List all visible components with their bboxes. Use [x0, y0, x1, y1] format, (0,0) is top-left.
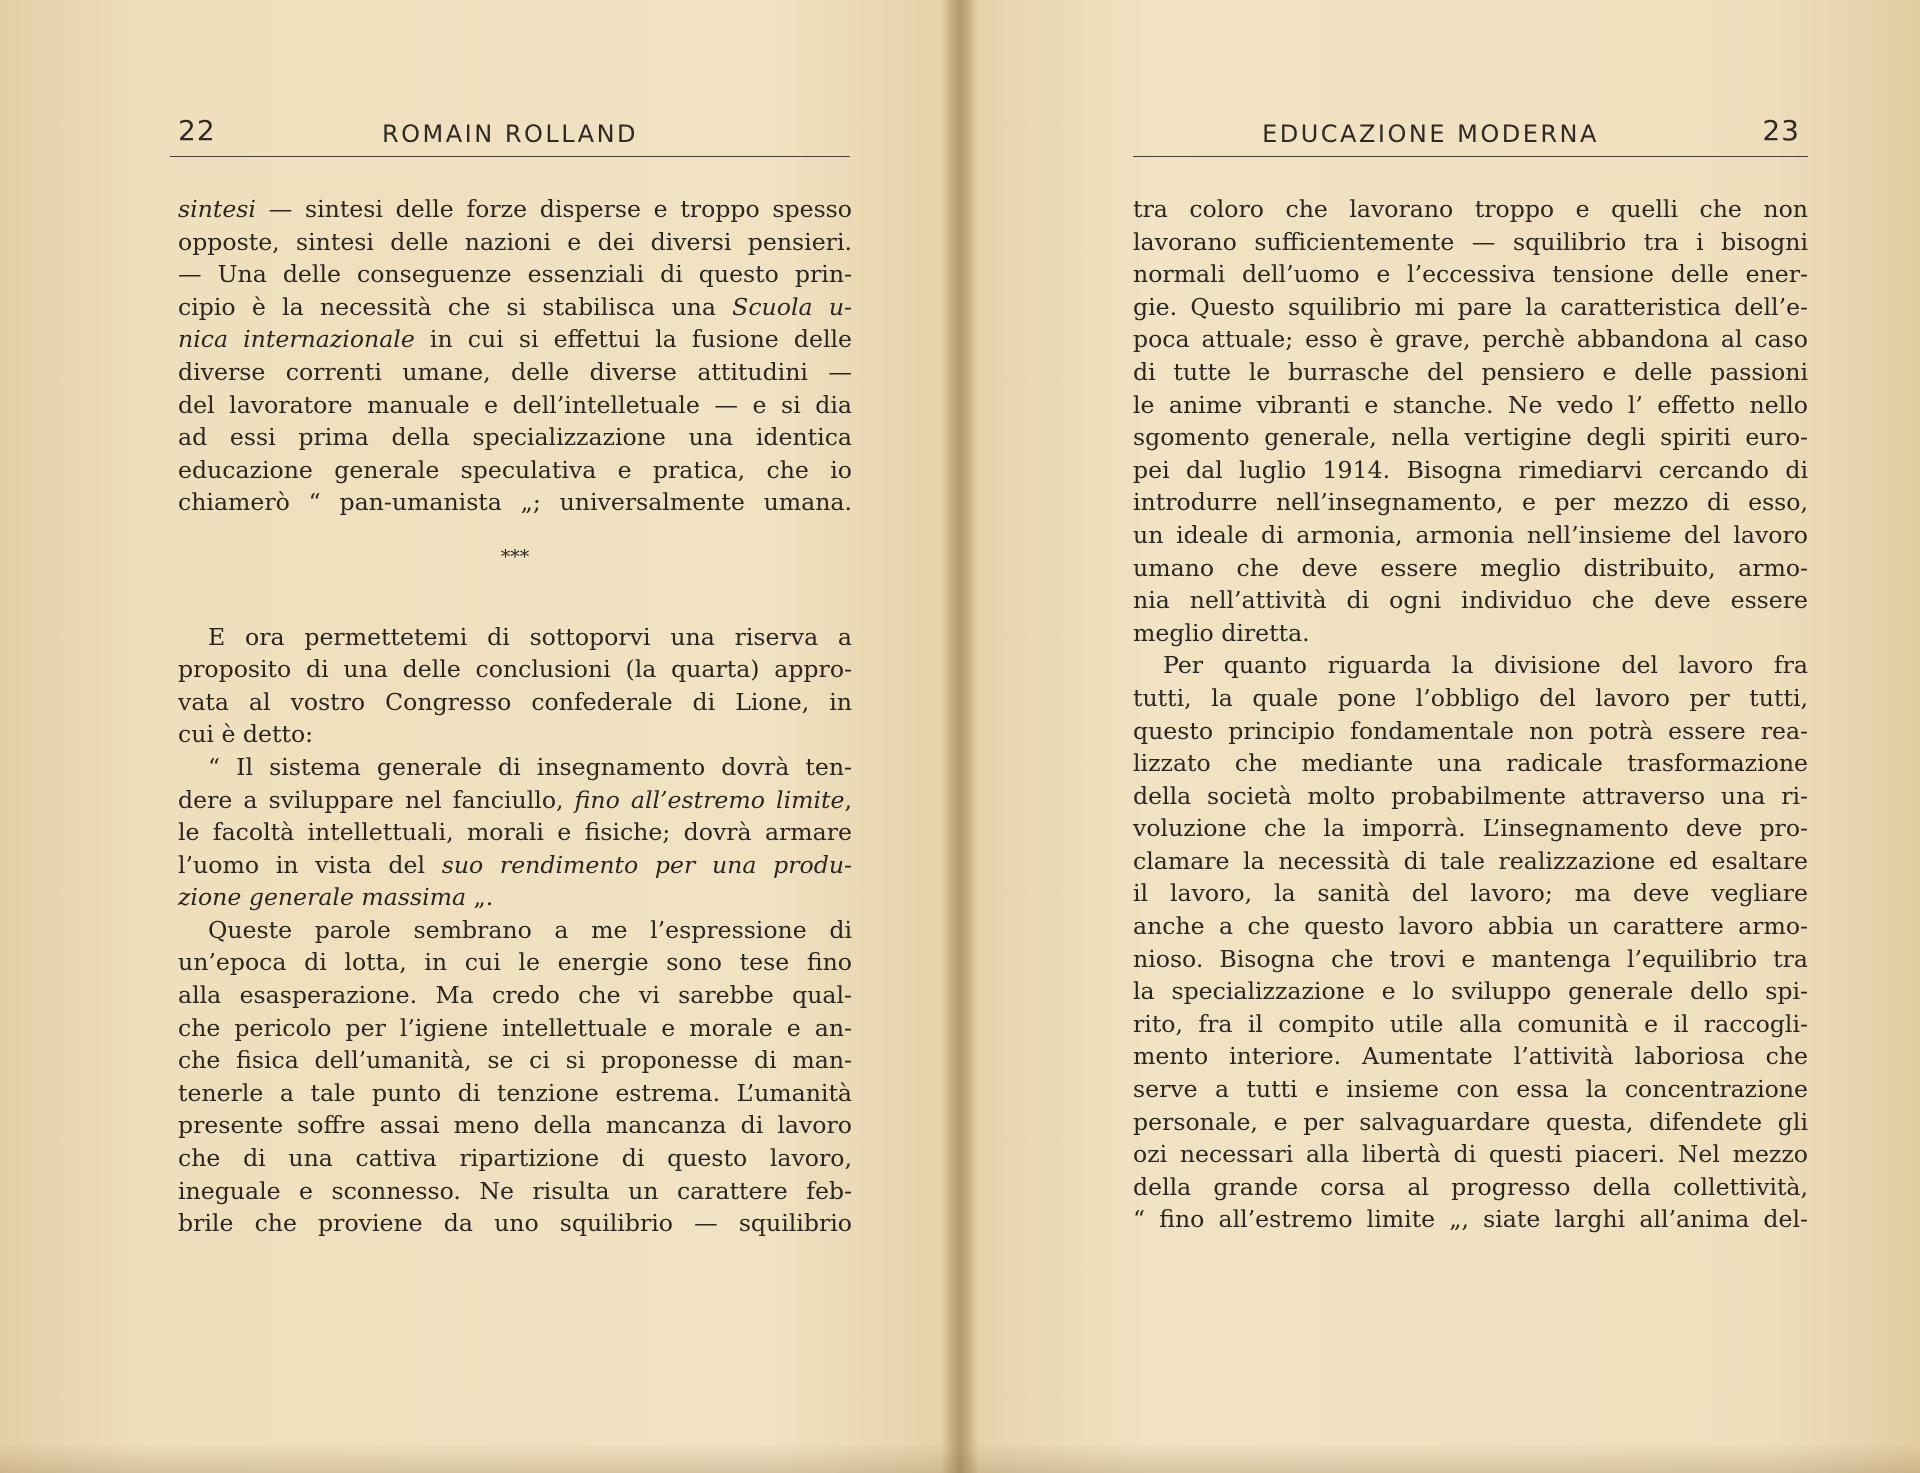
text-segment: tenerle a tale punto di tenzione estrema. L’umanità [178, 1078, 852, 1107]
right-page [960, 0, 1920, 1473]
text-line [1133, 226, 1808, 259]
text-line [1133, 747, 1808, 780]
text-segment: il lavoro, la sanità del lavoro; ma deve vegliare [1133, 879, 1808, 908]
text-segment: che pericolo per l’igiene intellettuale e morale e an- [178, 1013, 852, 1042]
text-line [1133, 258, 1808, 291]
italic-text: sintesi [178, 195, 256, 223]
text-line [178, 686, 852, 719]
text-line [178, 1207, 852, 1240]
text-segment: cui è detto: [178, 720, 314, 749]
text-segment: presente soffre assai meno della mancanza di lavoro [178, 1111, 852, 1140]
text-line [1133, 584, 1808, 617]
left-paragraph-2 [178, 621, 852, 1240]
italic-text: zione generale massima [178, 883, 467, 912]
text-line [1133, 519, 1808, 552]
text-segment: — sintesi delle forze disperse e troppo spesso [255, 195, 852, 223]
text-segment: questo principio fondamentale non potrà essere rea- [1133, 716, 1808, 745]
text-line [1133, 780, 1808, 813]
text-line [1133, 421, 1808, 454]
text-segment: vata al vostro Congresso confederale di Lione, in [178, 687, 852, 716]
right-running-head: EDUCAZIONE MODERNA [1262, 120, 1599, 148]
text-line [178, 291, 852, 324]
text-line [178, 1077, 852, 1110]
text-line [1133, 1040, 1808, 1073]
text-line [178, 258, 852, 291]
text-line [178, 486, 852, 519]
left-running-head: ROMAIN ROLLAND [381, 120, 639, 148]
text-line [178, 653, 852, 686]
text-segment: “ fino all’estremo limite „, siate larghi all’anima del- [1133, 1205, 1808, 1234]
text-segment: le facoltà intellettuali, morali e fisiche; dovrà armare [178, 818, 852, 847]
text-line [178, 979, 852, 1012]
text-segment: nia nell’attività di ogni individuo che deve essere [1133, 586, 1808, 615]
text-line [178, 751, 852, 784]
text-line [1133, 975, 1808, 1008]
left-paragraph-1 [178, 193, 852, 519]
text-segment: pei dal luglio 1914. Bisogna rimediarvi cercando di [1133, 455, 1808, 484]
text-line [1133, 1073, 1808, 1106]
italic-text: suo rendimento per una produ- [441, 850, 852, 879]
text-segment: normali dell’uomo e l’eccessiva tensione delle ener- [1133, 260, 1808, 289]
right-page-body [1133, 193, 1808, 1236]
text-segment: educazione generale speculativa e pratica, che io [178, 455, 852, 484]
text-line [178, 1109, 852, 1142]
text-line [1133, 1138, 1808, 1171]
text-segment: nioso. Bisogna che trovi e mantenga l’equilibrio tra [1133, 944, 1808, 973]
text-line [178, 914, 852, 947]
text-line [1133, 1171, 1808, 1204]
right-page-number: 23 [1762, 114, 1800, 147]
left-page-body [178, 193, 852, 1240]
text-segment: un ideale di armonia, armonia nell’insieme del lavoro [1133, 520, 1808, 549]
text-line [1133, 617, 1808, 650]
text-line [1133, 454, 1808, 487]
text-line [1133, 682, 1808, 715]
text-line [1133, 486, 1808, 519]
text-segment: diverse correnti umane, delle diverse attitudini — [178, 357, 852, 386]
text-line [1133, 356, 1808, 389]
text-line [1133, 910, 1808, 943]
text-segment: la specializzazione e lo sviluppo generale dello spi- [1133, 977, 1808, 1006]
text-line [1133, 1106, 1808, 1139]
text-line [178, 718, 852, 751]
text-segment: chiamerò “ pan-umanista „; universalmente umana. [178, 488, 852, 517]
text-line [178, 1175, 852, 1208]
text-segment: “ Il sistema generale di insegnamento dovrà ten- [208, 752, 852, 781]
italic-text: Scuola u- [732, 292, 852, 321]
right-text [1133, 193, 1808, 1236]
text-segment: meglio diretta. [1133, 618, 1310, 647]
text-line [178, 1044, 852, 1077]
text-segment: personale, e per salvaguardare questa, difendete gli [1133, 1107, 1808, 1136]
text-segment: ineguale e sconnesso. Ne risulta un carattere feb- [178, 1176, 852, 1205]
italic-text: fino all’estremo limite [574, 785, 845, 814]
text-segment: mento interiore. Aumentate l’attività laboriosa che [1133, 1042, 1808, 1071]
text-segment: anche a che questo lavoro abbia un carattere armo- [1133, 912, 1808, 941]
text-line [178, 946, 852, 979]
text-segment: della società molto probabilmente attraverso una ri- [1133, 781, 1808, 810]
text-line [1133, 1203, 1808, 1236]
right-page-header [1133, 110, 1808, 157]
text-segment: di tutte le burrasche del pensiero e delle passioni [1133, 357, 1808, 386]
text-line [1133, 552, 1808, 585]
text-segment: , [844, 785, 852, 814]
text-segment: opposte, sintesi delle nazioni e dei diversi pensieri. [178, 227, 852, 256]
text-segment: Per quanto riguarda la divisione del lavoro fra [1163, 651, 1808, 680]
text-line [178, 849, 852, 882]
text-segment: cipio è la necessità che si stabilisca una [178, 292, 733, 321]
text-line [178, 816, 852, 849]
text-line [178, 421, 852, 454]
text-line [1133, 877, 1808, 910]
text-segment: del lavoratore manuale e dell’intelletuale — e si dia [178, 390, 852, 419]
text-segment: in cui si effettui la fusione delle [414, 325, 852, 354]
text-line [178, 881, 852, 914]
text-line [178, 193, 852, 226]
text-line [1133, 193, 1808, 226]
text-segment: — Una delle conseguenze essenziali di questo prin- [178, 260, 852, 289]
text-segment: tra coloro che lavorano troppo e quelli che non [1133, 195, 1808, 223]
text-segment: ad essi prima della specializzazione una identica [178, 423, 852, 452]
text-line [1133, 649, 1808, 682]
text-segment: l’uomo in vista del [178, 850, 442, 879]
text-segment: Queste parole sembrano a me l’espressione di [208, 915, 852, 944]
text-segment: clamare la necessità di tale realizzazione ed esaltare [1133, 846, 1808, 875]
text-line [178, 226, 852, 259]
text-segment: E ora permettetemi di sottoporvi una riserva a [208, 622, 852, 651]
text-line [178, 784, 852, 817]
text-line [1133, 715, 1808, 748]
text-segment: brile che proviene da uno squilibrio — squilibrio [178, 1209, 852, 1238]
text-line [178, 356, 852, 389]
text-segment: sgomento generale, nella vertigine degli spiriti euro- [1133, 423, 1808, 452]
text-line [1133, 389, 1808, 422]
text-segment: lavorano sufficientemente — squilibrio tra i bisogni [1133, 227, 1808, 256]
text-line [1133, 812, 1808, 845]
text-line [1133, 323, 1808, 356]
text-segment: che di una cattiva ripartizione di questo lavoro, [178, 1144, 852, 1173]
text-segment: che fisica dell’umanità, se ci si proponesse di man- [178, 1046, 852, 1075]
text-segment: proposito di una delle conclusioni (la quarta) appro- [178, 655, 852, 684]
text-segment: rito, fra il compito utile alla comunità e il raccogli- [1133, 1009, 1808, 1038]
left-page-number: 22 [178, 114, 216, 147]
text-segment: della grande corsa al progresso della collettività, [1133, 1172, 1808, 1201]
text-line [178, 454, 852, 487]
text-segment: alla esasperazione. Ma credo che vi sarebbe qual- [178, 981, 852, 1010]
text-line [178, 621, 852, 654]
text-segment: un’epoca di lotta, in cui le energie sono tese fino [178, 948, 852, 977]
text-line [1133, 845, 1808, 878]
text-line [178, 1142, 852, 1175]
text-segment: umano che deve essere meglio distribuito, armo- [1133, 553, 1808, 582]
text-segment: serve a tutti e insieme con essa la concentrazione [1133, 1075, 1808, 1104]
text-segment: voluzione che la imporrà. L’insegnamento deve pro- [1133, 814, 1808, 843]
text-line [1133, 291, 1808, 324]
section-separator: *** [500, 545, 530, 568]
text-segment: introdurre nell’insegnamento, e per mezzo di esso, [1133, 488, 1808, 517]
text-segment: ozi necessari alla libertà di questi piaceri. Nel mezzo [1133, 1140, 1808, 1169]
text-line [178, 323, 852, 356]
text-line [1133, 1008, 1808, 1041]
text-line [178, 1012, 852, 1045]
text-segment: dere a sviluppare nel fanciullo, [178, 785, 575, 814]
text-segment: lizzato che mediante una radicale trasformazione [1133, 749, 1808, 778]
text-segment: poca attuale; esso è grave, perchè abbandona al caso [1133, 325, 1808, 354]
left-page-header [170, 110, 850, 157]
text-segment: le anime vibranti e stanche. Ne vedo l’ effetto nello [1133, 390, 1808, 419]
text-line [178, 389, 852, 422]
text-line [1133, 943, 1808, 976]
text-segment: gie. Questo squilibrio mi pare la caratteristica dell’e- [1133, 292, 1808, 321]
text-segment: tutti, la quale pone l’obbligo del lavoro per tutti, [1133, 683, 1808, 712]
text-segment: „. [466, 883, 494, 912]
italic-text: nica internazionale [178, 325, 415, 354]
